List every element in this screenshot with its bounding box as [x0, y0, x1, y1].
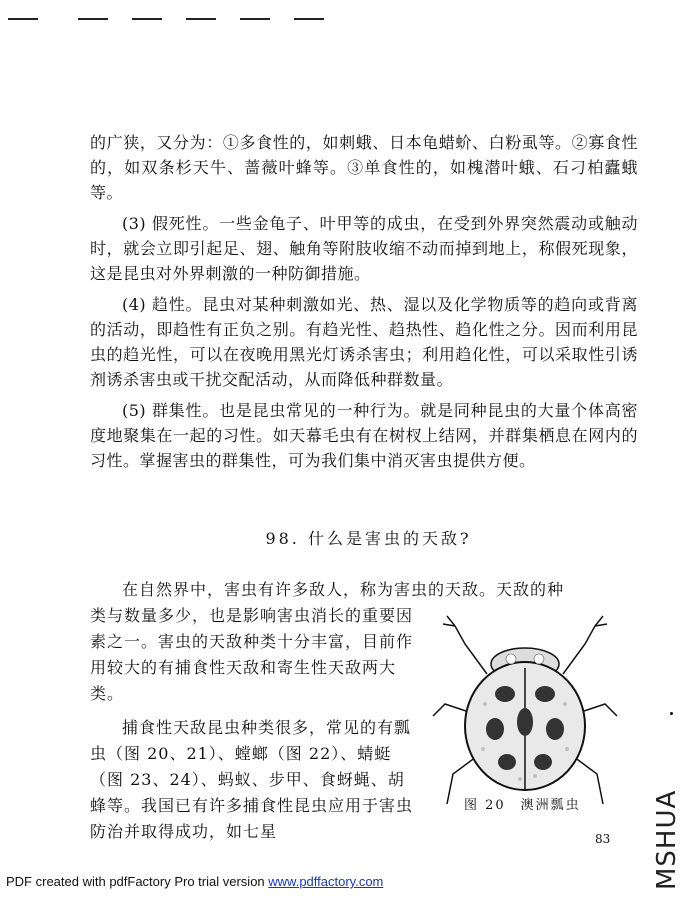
ladybug-illustration [425, 604, 625, 824]
paragraph-enemy-factors: 类与数量多少，也是影响害虫消长的重要因素之一。害虫的天敌种类十分丰富，目前作用较大的有捕食性天敌和寄生性天敌两大类。 [90, 606, 414, 703]
text-block-top [90, 130, 638, 473]
text-column-left [90, 603, 420, 845]
pdf-footer [6, 874, 383, 889]
footer-text: PDF created with pdfFactory Pro trial version [6, 874, 269, 889]
figure-caption: 图 20 澳洲瓢虫 [464, 798, 581, 813]
watermark: MSHUA [652, 789, 682, 890]
paragraph-feeding-habits: 的广狭，又分为：①多食性的，如刺蛾、日本龟蜡蚧、白粉虱等。②寡食性的，如双条杉天牛、蔷薇叶蜂等。③单食性的，如槐潜叶蛾、石刁柏蠹蛾等。 [90, 133, 638, 202]
page-number: 83 [595, 832, 611, 846]
paragraph-taxis: (4) 趋性。昆虫对某种刺激如光、热、湿以及化学物质等的趋向或背离的活动，即趋性有正负之别。有趋光性、趋热性、趋化性之分。因而利用昆虫的趋光性，可以在夜晚用黑光灯诱杀害虫；利用趋化性，可以采取性引诱剂诱杀害虫或干扰交配活动，从而降低种群数量。 [90, 295, 638, 389]
footer-link[interactable]: www.pdffactory.com [268, 874, 384, 889]
paragraph-natural-enemies-intro: 在自然界中，害虫有许多敌人，称为害虫的天敌。天敌的种 [122, 580, 565, 599]
margin-dot [670, 712, 673, 715]
paragraph-predatory-insects: 捕食性天敌昆虫种类很多，常见的有瓢虫（图 20、21）、螳螂（图 22）、蜻蜓（图 23、24）、蚂蚁、步甲、食蚜蝇、胡蜂等。我国已有许多捕食性昆虫应用于害虫防治并取得成功，如七星 [90, 718, 414, 841]
header-dashes [8, 12, 328, 26]
paragraph-gregariousness: (5) 群集性。也是昆虫常见的一种行为。就是同种昆虫的大量个体高密度地聚集在一起的习性。如天幕毛虫有在树杈上结网，并群集栖息在网内的习性。掌握害虫的群集性，可为我们集中消灭害虫提供方便。 [90, 401, 638, 470]
paragraph-thanatosis: (3) 假死性。一些金龟子、叶甲等的成虫，在受到外界突然震动或触动时，就会立即引起足、翅、触角等附肢收缩不动而掉到地上，称假死现象，这是昆虫对外界刺激的一种防御措施。 [90, 214, 638, 283]
section-heading: 98. 什么是害虫的天敌? [265, 529, 472, 548]
